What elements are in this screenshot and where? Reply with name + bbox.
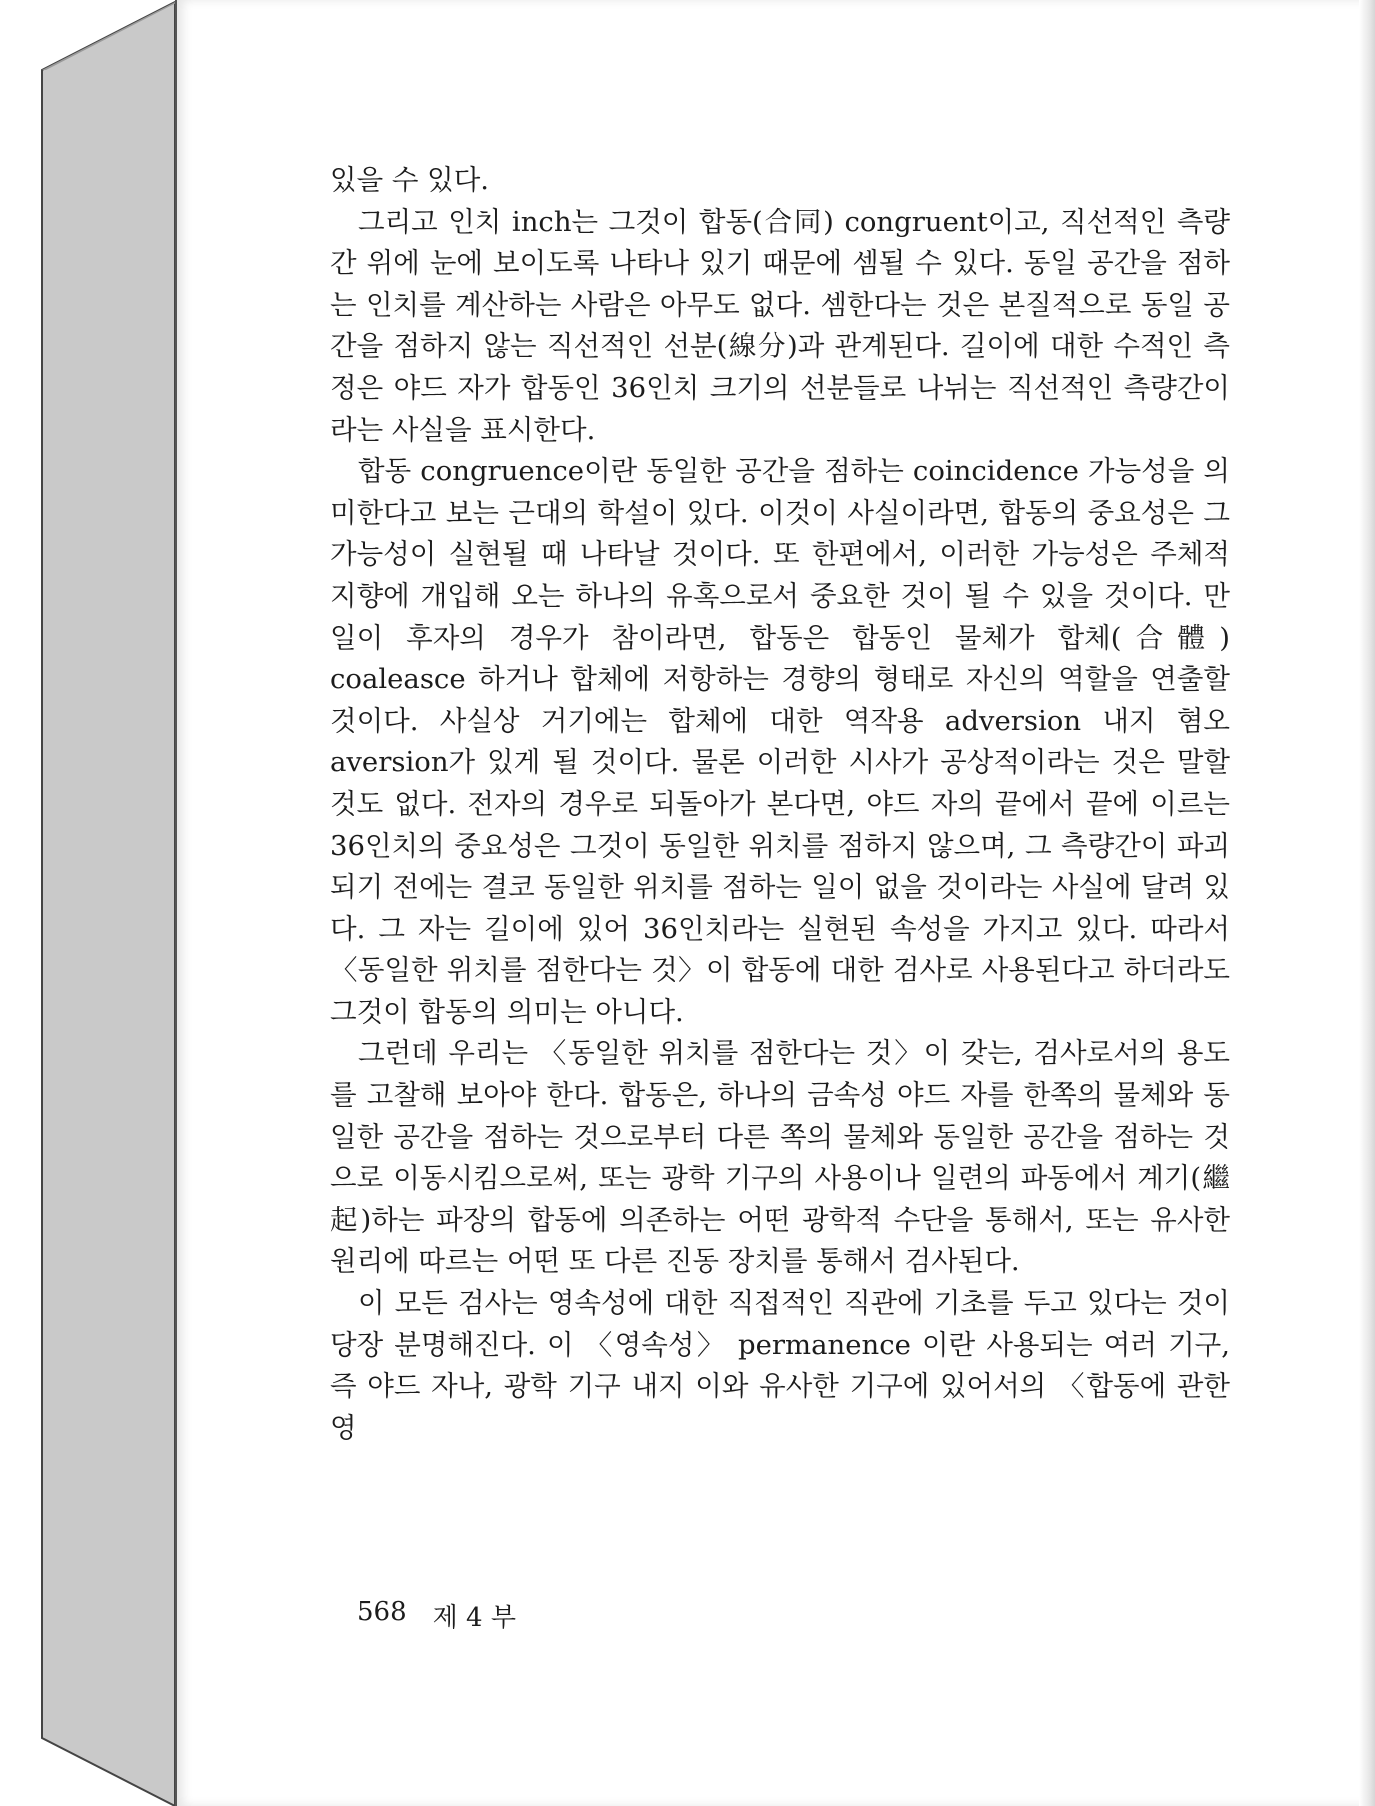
paragraph-2: 그리고 인치 inch는 그것이 합동(合同) congruent이고, 직선적인 측량간 위에 눈에 보이도록 나타나 있기 때문에 셈될 수 있다. 동일 공간을 점하는 인치를 계산하는 사람은 아무도 없다. 셈한다는 것은 본질적으로 동일 공간을 점하지 않는 직선적인 선분(線分)과 관계된다. 길이에 대한 수적인 측정은 야드 자가 합동인 36인치 크기의 선분들로 나뉘는 직선적인 측량간이라는 사실을 표시한다.	[330, 205, 1230, 446]
paragraph-1: 있을 수 있다.	[330, 164, 490, 196]
part-label: 제 4 부	[432, 1603, 516, 1633]
page-edge	[1359, 0, 1375, 1806]
paragraph-4: 그런데 우리는 〈동일한 위치를 점한다는 것〉이 갖는, 검사로서의 용도를 고찰해 보아야 한다. 합동은, 하나의 금속성 야드 자를 한쪽의 물체와 동일한 공간을 점하는 것으로부터 다른 쪽의 물체와 동일한 공간을 점하는 것으로 이동시킴으로써, 또는 광학 기구의 사용이나 일련의 파동에서 계기(繼起)하는 파장의 합동에 의존하는 어떤 광학적 수단을 통해서, 또는 유사한 원리에 따르는 어떤 또 다른 진동 장치를 통해서 검사된다.	[330, 1037, 1230, 1278]
page-footer	[357, 1597, 516, 1634]
book-page	[175, 0, 1375, 1806]
paragraph-5: 이 모든 검사는 영속성에 대한 직접적인 직관에 기초를 두고 있다는 것이 당장 분명해진다. 이 〈영속성〉 permanence 이란 사용되는 여러 기구, 즉 야드 자나, 광학 기구 내지 이와 유사한 기구에 있어서의 〈합동에 관한 영	[330, 1287, 1230, 1444]
book-spine	[0, 0, 180, 1806]
page-number: 568	[357, 1597, 407, 1627]
page-text	[330, 160, 1230, 1449]
paragraph-3: 합동 congruence이란 동일한 공간을 점하는 coincidence 가능성을 의미한다고 보는 근대의 학설이 있다. 이것이 사실이라면, 합동의 중요성은 그 가능성이 실현될 때 나타날 것이다. 또 한편에서, 이러한 가능성은 주체적 지향에 개입해 오는 하나의 유혹으로서 중요한 것이 될 수 있을 것이다. 만일이 후자의 경우가 참이라면, 합동은 합동인 물체가 합체(合體) coaleasce 하거나 합체에 저항하는 경향의 형태로 자신의 역할을 연출할 것이다. 사실상 거기에는 합체에 대한 역작용 adversion 내지 혐오 aversion가 있게 될 것이다. 물론 이러한 시사가 공상적이라는 것은 말할 것도 없다. 전자의 경우로 되돌아가 본다면, 야드 자의 끝에서 끝에 이르는 36인치의 중요성은 그것이 동일한 위치를 점하지 않으며, 그 측량간이 파괴되기 전에는 결코 동일한 위치를 점하는 일이 없을 것이라는 사실에 달려 있다. 그 자는 길이에 있어 36인치라는 실현된 속성을 가지고 있다. 따라서 〈동일한 위치를 점한다는 것〉이 합동에 대한 검사로 사용된다고 하더라도 그것이 합동의 의미는 아니다.	[330, 455, 1230, 1028]
